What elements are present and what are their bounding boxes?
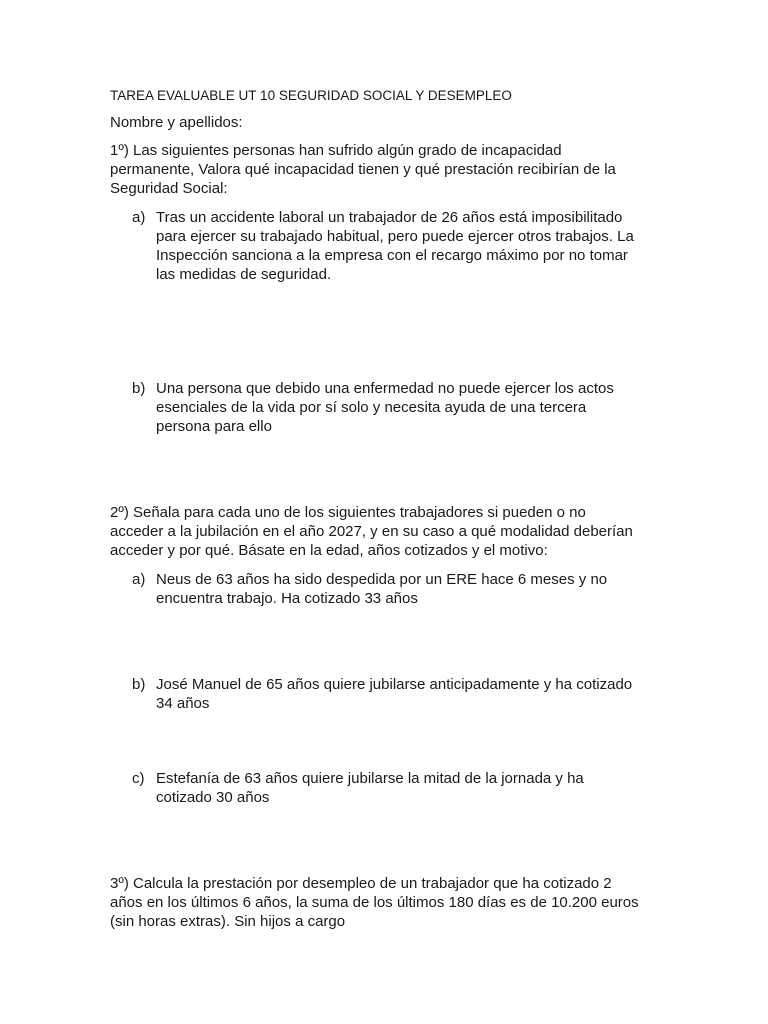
question-2-line: 2º) Señala para cada uno de los siguientes trabajadores si pueden o no	[110, 504, 586, 521]
question-3-line: (sin horas extras). Sin hijos a cargo	[110, 913, 346, 930]
question-2-line: acceder a la jubilación en el año 2027, y en su caso a qué modalidad deberían	[110, 523, 633, 540]
list-item-line: José Manuel de 65 años quiere jubilarse anticipadamente y ha cotizado	[156, 676, 633, 693]
list-item-line: para ejercer su trabajado habitual, pero puede ejercer otros trabajos. La	[156, 228, 634, 245]
list-item-line: esenciales de la vida por sí solo y necesita ayuda de una tercera	[156, 399, 587, 416]
list-marker: a)	[132, 209, 146, 226]
list-item-line: cotizado 30 años	[156, 789, 270, 806]
question-3-line: 3º) Calcula la prestación por desempleo de un trabajador que ha cotizado 2	[110, 875, 612, 892]
document-title: TAREA EVALUABLE UT 10 SEGURIDAD SOCIAL Y DESEMPLEO	[110, 88, 512, 103]
list-item-line: las medidas de seguridad.	[156, 266, 332, 283]
list-marker: a)	[132, 571, 146, 588]
name-label: Nombre y apellidos:	[110, 114, 243, 131]
list-item	[156, 208, 676, 284]
question-1-line: 1º) Las siguientes personas han sufrido algún grado de incapacidad	[110, 142, 562, 159]
list-item-line: 34 años	[156, 695, 210, 712]
question-1-line: Seguridad Social:	[110, 180, 228, 197]
question-2-line: acceder y por qué. Básate en la edad, años cotizados y el motivo:	[110, 542, 548, 559]
question-3-text	[110, 874, 660, 931]
list-item-line: Neus de 63 años ha sido despedida por un ERE hace 6 meses y no	[156, 571, 608, 588]
list-item-line: persona para ello	[156, 418, 272, 435]
list-item	[156, 769, 676, 807]
list-item-line: Estefanía de 63 años quiere jubilarse la mitad de la jornada y ha	[156, 770, 584, 787]
list-item-line: Inspección sanciona a la empresa con el recargo máximo por no tomar	[156, 247, 628, 264]
list-item	[156, 675, 676, 713]
list-item-line: Una persona que debido una enfermedad no puede ejercer los actos	[156, 380, 614, 397]
list-marker: b)	[132, 676, 146, 693]
list-marker: c)	[132, 770, 145, 787]
list-item	[156, 379, 676, 436]
question-1-text	[110, 141, 660, 198]
list-marker: b)	[132, 380, 146, 397]
list-item-line: encuentra trabajo. Ha cotizado 33 años	[156, 590, 418, 607]
question-2-text	[110, 503, 660, 560]
list-item-line: Tras un accidente laboral un trabajador de 26 años está imposibilitado	[156, 209, 623, 226]
question-1-line: permanente, Valora qué incapacidad tienen y qué prestación recibirían de la	[110, 161, 616, 178]
question-3-line: años en los últimos 6 años, la suma de los últimos 180 días es de 10.200 euros	[110, 894, 639, 911]
list-item	[156, 570, 676, 608]
